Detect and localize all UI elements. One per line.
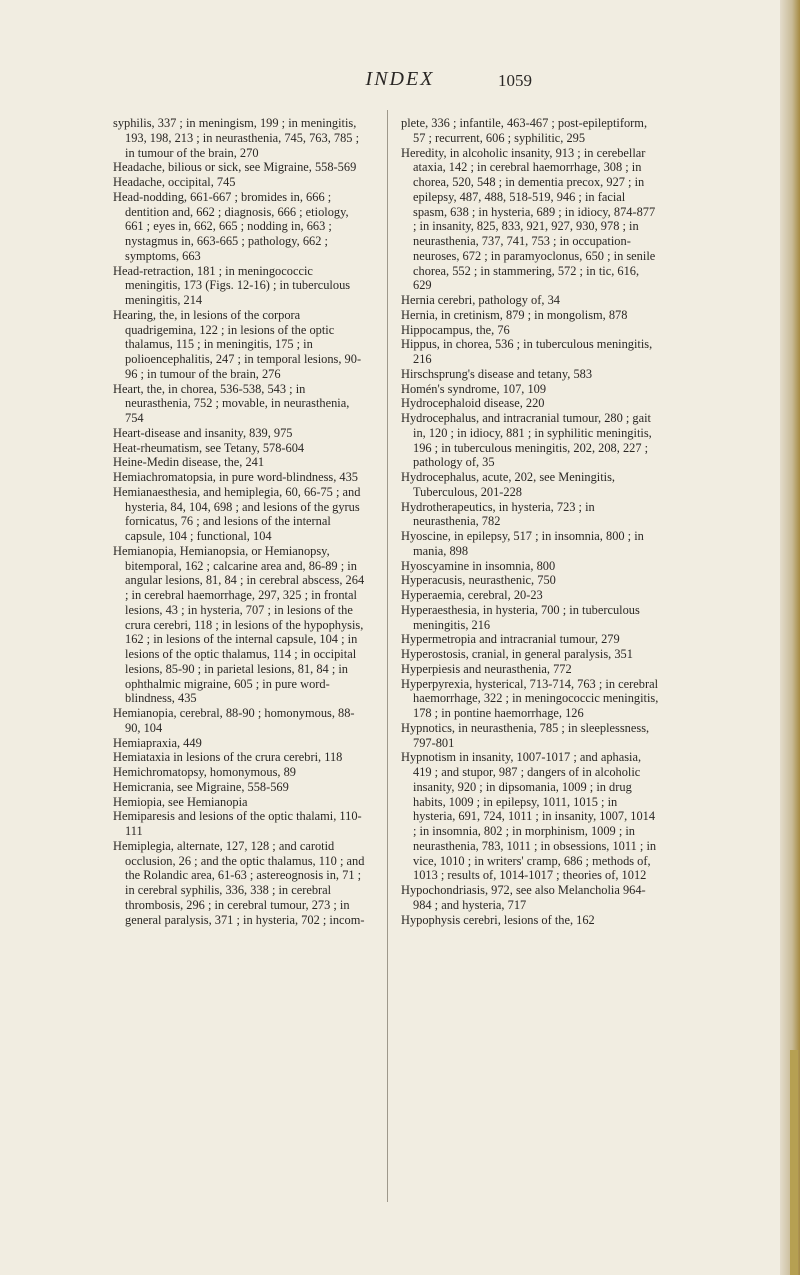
index-entry: Hemiachromatopsia, in pure word-blindness, 435 <box>113 470 359 484</box>
index-entry: Hemichromatopsy, homonymous, 89 <box>113 765 296 779</box>
index-entry: Hemianopia, Hemianopsia, or Hemianopsy, bitemporal, 162 ; calcarine area and, 86-89 ; in angular lesions, 81, 84 ; in cerebral abscess, 264 ; in cerebral haemorrhage, 297, 325 ; in frontal lesions, 43 ; in hysteria, 707 ; in lesions of the crura cerebri, 118 ; in lesions of the hypophysis, 162 ; in lesions of the internal capsule, 104 ; in lesions of the optic thalamus, 114 ; in occipital lesions, 85-90 ; in parietal lesions, 81, 84 ; in ophthalmic migraine, 605 ; in pure word-blindness, 435 <box>113 543 365 706</box>
index-entry: Headache, occipital, 745 <box>113 175 236 189</box>
index-entry: Headache, bilious or sick, see Migraine, 558-569 <box>113 160 357 175</box>
index-entry: Hyperacusis, neurasthenic, 750 <box>401 573 556 588</box>
index-entry: Hyoscyamine in insomnia, 800 <box>401 558 556 573</box>
index-entry: Heredity, in alcoholic insanity, 913 ; in cerebellar ataxia, 142 ; in cerebral haemorrhage, 308 ; in chorea, 520, 548 ; in dementia precox, 927 ; in epilepsy, 487, 488, 518-519, 946 ; in facial spasm, 638 ; in hysteria, 689 ; in idiocy, 874-877 ; in insanity, 825, 833, 921, 927, 930, 978 ; in neurasthenia, 737, 741, 753 ; in occupation-neuroses, 672 ; in paramyoclonus, 650 ; in senile chorea, 552 ; in stammering, 572 ; in tic, 616, 629 <box>401 145 656 293</box>
binding-strip <box>790 1050 798 1275</box>
index-entry: Hypophysis cerebri, lesions of the, 162 <box>401 912 595 927</box>
index-entry: Hypnotism in insanity, 1007-1017 ; and aphasia, 419 ; and stupor, 987 ; dangers of in alcoholic insanity, 920 ; in dipsomania, 1009 ; in drug habits, 1009 ; in epilepsy, 1011, 1015 ; in hysteria, 691, 724, 1011 ; in insanity, 1007, 1014 ; in insomnia, 802 ; in morphinism, 1009 ; in neurasthenia, 783, 1011 ; in obsessions, 1011 ; in vice, 1010 ; in writers' cramp, 686 ; methods of, 1013 ; results of, 1014-1017 ; theories of, 1012 <box>401 750 657 883</box>
index-entry: Hippus, in chorea, 536 ; in tuberculous meningitis, 216 <box>401 337 653 366</box>
index-entry: Hypermetropia and intracranial tumour, 279 <box>401 632 620 647</box>
index-entry: Hemiataxia in lesions of the crura cerebri, 118 <box>113 750 343 765</box>
index-entry: Hydrocephalus, and intracranial tumour, 280 ; gait in, 120 ; in idiocy, 881 ; in syphilitic meningitis, 196 ; in tuberculous meningitis, 202, 208, 227 ; pathology of, 35 <box>401 411 652 470</box>
index-entry: Hernia cerebri, pathology of, 34 <box>401 293 560 307</box>
index-entry: Head-retraction, 181 ; in meningococcic meningitis, 173 (Figs. 12-16) ; in tuberculous meningitis, 214 <box>113 263 351 307</box>
index-entry: Heart-disease and insanity, 839, 975 <box>113 425 293 440</box>
index-entry: Heat-rheumatism, see Tetany, 578-604 <box>113 440 305 455</box>
index-entry: Homén's syndrome, 107, 109 <box>401 381 547 396</box>
index-entry: Hearing, the, in lesions of the corpora quadrigemina, 122 ; in lesions of the optic thalamus, 115 ; in meningitis, 175 ; in polioencephalitis, 247 ; in temporal lesions, 90-96 ; in tumour of the brain, 276 <box>113 307 362 381</box>
index-entry: Head-nodding, 661-667 ; bromides in, 666 ; dentition and, 662 ; diagnosis, 666 ; etiology, 661 ; eyes in, 662, 665 ; nodding in, 663 ; nystagmus in, 663-665 ; pathology, 662 ; symptoms, 663 <box>113 189 349 263</box>
index-entry: Heine-Medin disease, the, 241 <box>113 455 265 470</box>
index-entry: Hemiparesis and lesions of the optic thalami, 110-111 <box>113 809 362 838</box>
index-entry: Hemiplegia, alternate, 127, 128 ; and carotid occlusion, 26 ; and the optic thalamus, 110 ; and the Rolandic area, 61-63 ; astereognosis in, 71 ; in cerebral syphilis, 336, 338 ; in cerebral thrombosis, 296 ; in cerebral tumour, 273 ; in general paralysis, 371 ; in hysteria, 702 ; incom- <box>113 838 365 927</box>
index-entry: syphilis, 337 ; in meningism, 199 ; in meningitis, 193, 198, 213 ; in neurasthenia, 745, 763, 785 ; in tumour of the brain, 270 <box>113 116 360 160</box>
index-entry: Hyperpyrexia, hysterical, 713-714, 763 ; in cerebral haemorrhage, 322 ; in meningococcic meningitis, 178 ; in pontine haemorrhage, 126 <box>401 676 659 720</box>
index-column-right <box>401 116 659 927</box>
index-entry: Heart, the, in chorea, 536-538, 543 ; in neurasthenia, 752 ; movable, in neurasthenia, 754 <box>113 381 350 425</box>
index-entry: plete, 336 ; infantile, 463-467 ; post-epileptiform, 57 ; recurrent, 606 ; syphilitic, 295 <box>401 116 648 145</box>
index-entry: Hypochondriasis, 972, see also Melancholia 964-984 ; and hysteria, 717 <box>401 883 646 912</box>
index-entry: Hemianopia, cerebral, 88-90 ; homonymous, 88-90, 104 <box>113 706 355 735</box>
index-entry: Hemianaesthesia, and hemiplegia, 60, 66-75 ; and hysteria, 84, 104, 698 ; and lesions of the gyrus fornicatus, 76 ; and lesions of the internal capsule, 104 ; functional, 104 <box>113 484 361 543</box>
index-entry: Hemiapraxia, 449 <box>113 735 202 750</box>
page-header <box>0 68 800 98</box>
index-entry: Hydrocephaloid disease, 220 <box>401 396 545 411</box>
index-entry: Hydrotherapeutics, in hysteria, 723 ; in neurasthenia, 782 <box>401 499 595 529</box>
index-entry: Hernia, in cretinism, 879 ; in mongolism, 878 <box>401 307 628 322</box>
index-entry: Hyperpiesis and neurasthenia, 772 <box>401 661 572 676</box>
index-entry: Hydrocephalus, acute, 202, see Meningitis, Tuberculous, 201-228 <box>401 470 616 499</box>
index-entry: Hypnotics, in neurasthenia, 785 ; in sleeplessness, 797-801 <box>401 720 650 750</box>
column-divider <box>387 110 388 1202</box>
index-entry: Hyperaemia, cerebral, 20-23 <box>401 588 543 602</box>
index-column-left <box>113 116 365 927</box>
index-entry: Hyperaesthesia, in hysteria, 700 ; in tuberculous meningitis, 216 <box>401 602 640 632</box>
index-entry: Hemiopia, see Hemianopia <box>113 794 248 809</box>
index-entry: Hirschsprung's disease and tetany, 583 <box>401 366 593 381</box>
running-title: INDEX <box>365 68 435 90</box>
index-entry: Hyperostosis, cranial, in general paralysis, 351 <box>401 647 633 661</box>
index-entry: Hemicrania, see Migraine, 558-569 <box>113 779 289 794</box>
page-number: 1059 <box>498 71 532 90</box>
index-entry: Hippocampus, the, 76 <box>401 322 510 337</box>
index-entry: Hyoscine, in epilepsy, 517 ; in insomnia, 800 ; in mania, 898 <box>401 529 644 558</box>
